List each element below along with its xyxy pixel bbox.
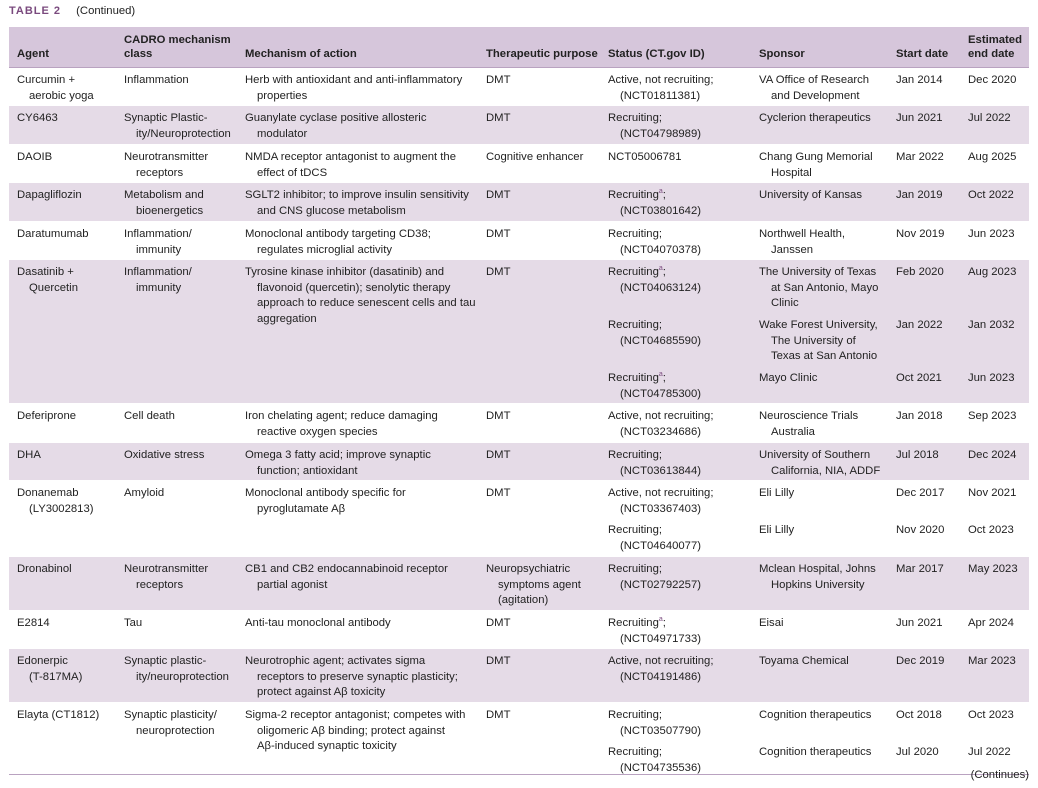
status-cell: Active, not recruiting; (NCT03234686)	[608, 410, 714, 438]
purpose-cell: Cognitive enhancer	[486, 151, 584, 163]
sponsor-cell: Toyama Chemical	[759, 655, 849, 667]
sponsor-cell: Mclean Hospital, Johns Hopkins University	[759, 563, 876, 591]
table-row	[9, 145, 1029, 183]
table-row	[9, 106, 1029, 145]
status-cell: Recruiting$^a$; (NCT04971733)	[608, 616, 702, 645]
header-mechanism: Mechanism of action	[245, 48, 357, 60]
footnote-mark: a	[658, 265, 663, 273]
table-row	[9, 703, 1029, 774]
table-row	[9, 611, 1029, 649]
agent-cell: Donanemab (LY3002813)	[17, 487, 94, 515]
sponsor-cell: Chang Gung Memorial Hospital	[759, 151, 873, 179]
purpose-cell: DMT	[486, 189, 511, 201]
end-date-cell: Oct 2023	[968, 524, 1014, 536]
mechanism-cell: Guanylate cyclase positive allosteric modulator	[245, 112, 427, 140]
table-row	[9, 222, 1029, 260]
status-cell: NCT05006781	[608, 151, 682, 163]
continues-note: (Continues)	[970, 769, 1029, 781]
sponsor-cell: Cyclerion therapeutics	[759, 112, 871, 124]
mechanism-cell: Anti-tau monoclonal antibody	[245, 617, 391, 629]
table-row	[9, 404, 1029, 443]
agent-cell: Elayta (CT1812)	[17, 709, 100, 721]
header-agent: Agent	[17, 48, 50, 60]
cadro-class-cell: Inflammation/ immunity	[124, 266, 192, 294]
sponsor-cell: University of Kansas	[759, 189, 862, 201]
header-purpose: Therapeutic purpose	[486, 48, 598, 60]
header-start-date: Start date	[896, 48, 949, 60]
agent-cell: Dronabinol	[17, 563, 72, 575]
header-cadro: CADRO mechanism class	[124, 34, 231, 60]
start-date-cell: Jan 2014	[896, 74, 943, 86]
end-date-cell: Aug 2025	[968, 151, 1017, 163]
status-cell: Recruiting$^a$; (NCT04063124)	[608, 265, 702, 294]
agent-cell: CY6463	[17, 112, 58, 124]
start-date-cell: Dec 2017	[896, 487, 945, 499]
start-date-cell: Jul 2018	[896, 449, 939, 461]
cadro-class-cell: Cell death	[124, 410, 175, 422]
end-date-cell: Dec 2024	[968, 449, 1017, 461]
table-row	[9, 557, 1029, 611]
status-cell: Recruiting$^a$; (NCT03801642)	[608, 188, 702, 217]
mechanism-cell: Neurotrophic agent; activates sigma receptors to preserve synaptic plasticity; protect against Aβ toxicity	[245, 655, 458, 698]
sponsor-cell: Northwell Health, Janssen	[759, 228, 846, 256]
footnote-mark: a	[658, 371, 663, 379]
footnote-mark: a	[658, 188, 663, 196]
table-row	[9, 260, 1029, 404]
mechanism-cell: CB1 and CB2 endocannabinoid receptor partial agonist	[245, 563, 448, 591]
sponsor-cell: Eisai	[759, 617, 784, 629]
status-cell: Recruiting; (NCT04640077)	[608, 524, 702, 552]
sponsor-cell: Eli Lilly	[759, 487, 795, 499]
header-end-date: Estimated end date	[968, 34, 1022, 60]
table-caption	[9, 5, 135, 19]
sponsor-cell: Neuroscience Trials Australia	[759, 410, 859, 438]
purpose-cell: DMT	[486, 487, 511, 499]
agent-cell: DAOIB	[17, 151, 53, 163]
cadro-class-cell: Neurotransmitter receptors	[124, 563, 209, 591]
status-cell: Recruiting; (NCT03613844)	[608, 449, 702, 477]
table-bottom-rule	[9, 774, 1029, 775]
agent-cell: Deferiprone	[17, 410, 77, 422]
status-cell: Recruiting; (NCT04798989)	[608, 112, 702, 140]
start-date-cell: Feb 2020	[896, 266, 944, 278]
mechanism-cell: Tyrosine kinase inhibitor (dasatinib) and flavonoid (quercetin); senolytic therapy approach to reduce senescent cells and tau aggregation	[245, 266, 476, 325]
start-date-cell: Jul 2020	[896, 746, 939, 758]
start-date-cell: Jun 2021	[896, 617, 943, 629]
agent-cell: DHA	[17, 449, 41, 461]
cadro-class-cell: Amyloid	[124, 487, 165, 499]
agent-cell: Curcumin + aerobic yoga	[17, 74, 94, 102]
cadro-class-cell: Oxidative stress	[124, 449, 205, 461]
cadro-class-cell: Neurotransmitter receptors	[124, 151, 209, 179]
mechanism-cell: Iron chelating agent; reduce damaging reactive oxygen species	[245, 410, 438, 438]
start-date-cell: Nov 2019	[896, 228, 945, 240]
end-date-cell: Mar 2023	[968, 655, 1016, 667]
cadro-class-cell: Inflammation/ immunity	[124, 228, 192, 256]
header-sponsor: Sponsor	[759, 48, 805, 60]
table-row	[9, 68, 1029, 106]
end-date-cell: Jun 2023	[968, 372, 1015, 384]
sponsor-cell: Wake Forest University, The University of Texas at San Antonio	[759, 319, 878, 362]
table-label: TABLE 2	[9, 5, 62, 17]
mechanism-cell: SGLT2 inhibitor; to improve insulin sensitivity and CNS glucose metabolism	[245, 189, 469, 217]
table-continued-note: (Continued)	[76, 5, 136, 17]
mechanism-cell: Monoclonal antibody targeting CD38; regulates microglial activity	[245, 228, 431, 256]
agent-cell: Dapagliflozin	[17, 189, 82, 201]
sponsor-cell: University of Southern California, NIA, ADDF	[759, 449, 881, 477]
header-status: Status (CT.gov ID)	[608, 48, 705, 60]
start-date-cell: Nov 2020	[896, 524, 945, 536]
start-date-cell: Jan 2018	[896, 410, 943, 422]
start-date-cell: Oct 2021	[896, 372, 942, 384]
table-row	[9, 183, 1029, 222]
status-cell: Active, not recruiting; (NCT03367403)	[608, 487, 714, 515]
status-cell: Active, not recruiting; (NCT04191486)	[608, 655, 714, 683]
agent-cell: Dasatinib + Quercetin	[17, 266, 78, 294]
start-date-cell: Mar 2022	[896, 151, 944, 163]
end-date-cell: Jun 2023	[968, 228, 1015, 240]
start-date-cell: Mar 2017	[896, 563, 944, 575]
mechanism-cell: Omega 3 fatty acid; improve synaptic function; antioxidant	[245, 449, 431, 477]
end-date-cell: Dec 2020	[968, 74, 1017, 86]
table-row	[9, 443, 1029, 481]
footnote-mark: a	[658, 616, 663, 624]
sponsor-cell: VA Office of Research and Development	[759, 74, 870, 102]
table-header-row	[9, 27, 1029, 68]
cadro-class-cell: Tau	[124, 617, 143, 629]
cadro-class-cell: Synaptic plasticity/ neuroprotection	[124, 709, 217, 737]
end-date-cell: Jul 2022	[968, 112, 1011, 124]
purpose-cell: DMT	[486, 410, 511, 422]
sponsor-cell: The University of Texas at San Antonio, Mayo Clinic	[759, 266, 879, 309]
trials-table	[9, 27, 1029, 775]
end-date-cell: Nov 2021	[968, 487, 1017, 499]
sponsor-cell: Cognition therapeutics	[759, 746, 872, 758]
status-cell: Recruiting; (NCT04685590)	[608, 319, 702, 347]
status-cell: Active, not recruiting; (NCT01811381)	[608, 74, 714, 102]
agent-cell: Daratumumab	[17, 228, 89, 240]
status-cell: Recruiting; (NCT04070378)	[608, 228, 702, 256]
mechanism-cell: Herb with antioxidant and anti-inflammatory properties	[245, 74, 463, 102]
end-date-cell: Oct 2023	[968, 709, 1014, 721]
purpose-cell: DMT	[486, 709, 511, 721]
sponsor-cell: Mayo Clinic	[759, 372, 818, 384]
end-date-cell: May 2023	[968, 563, 1018, 575]
cadro-class-cell: Metabolism and bioenergetics	[124, 189, 204, 217]
start-date-cell: Jun 2021	[896, 112, 943, 124]
end-date-cell: Jan 2032	[968, 319, 1015, 331]
agent-cell: Edonerpic (T-817MA)	[17, 655, 83, 683]
start-date-cell: Jan 2022	[896, 319, 943, 331]
sponsor-cell: Cognition therapeutics	[759, 709, 872, 721]
table-row	[9, 649, 1029, 703]
cadro-class-cell: Inflammation	[124, 74, 189, 86]
purpose-cell: DMT	[486, 617, 511, 629]
table-row	[9, 481, 1029, 557]
purpose-cell: DMT	[486, 655, 511, 667]
end-date-cell: Sep 2023	[968, 410, 1017, 422]
start-date-cell: Oct 2018	[896, 709, 942, 721]
mechanism-cell: Monoclonal antibody specific for pyroglutamate Aβ	[245, 487, 406, 515]
status-cell: Recruiting; (NCT02792257)	[608, 563, 702, 591]
start-date-cell: Jan 2019	[896, 189, 943, 201]
status-cell: Recruiting$^a$; (NCT04785300)	[608, 371, 702, 400]
purpose-cell: DMT	[486, 449, 511, 461]
cadro-class-cell: Synaptic plastic- ity/neuroprotection	[124, 655, 229, 683]
purpose-cell: DMT	[486, 74, 511, 86]
end-date-cell: Jul 2022	[968, 746, 1011, 758]
end-date-cell: Apr 2024	[968, 617, 1014, 629]
status-cell: Recruiting; (NCT04735536)	[608, 746, 702, 774]
purpose-cell: DMT	[486, 112, 511, 124]
mechanism-cell: NMDA receptor antagonist to augment the effect of tDCS	[245, 151, 456, 179]
status-cell: Recruiting; (NCT03507790)	[608, 709, 702, 737]
purpose-cell: Neuropsychiatric symptoms agent (agitation)	[486, 563, 581, 606]
sponsor-cell: Eli Lilly	[759, 524, 795, 536]
agent-cell: E2814	[17, 617, 50, 629]
start-date-cell: Dec 2019	[896, 655, 945, 667]
mechanism-cell: Sigma-2 receptor antagonist; competes with oligomeric Aβ binding; protect against Aβ-induced synaptic toxicity	[245, 709, 466, 752]
cadro-class-cell: Synaptic Plastic- ity/Neuroprotection	[124, 112, 231, 140]
purpose-cell: DMT	[486, 266, 511, 278]
table-body	[9, 68, 1029, 774]
purpose-cell: DMT	[486, 228, 511, 240]
end-date-cell: Aug 2023	[968, 266, 1017, 278]
end-date-cell: Oct 2022	[968, 189, 1014, 201]
